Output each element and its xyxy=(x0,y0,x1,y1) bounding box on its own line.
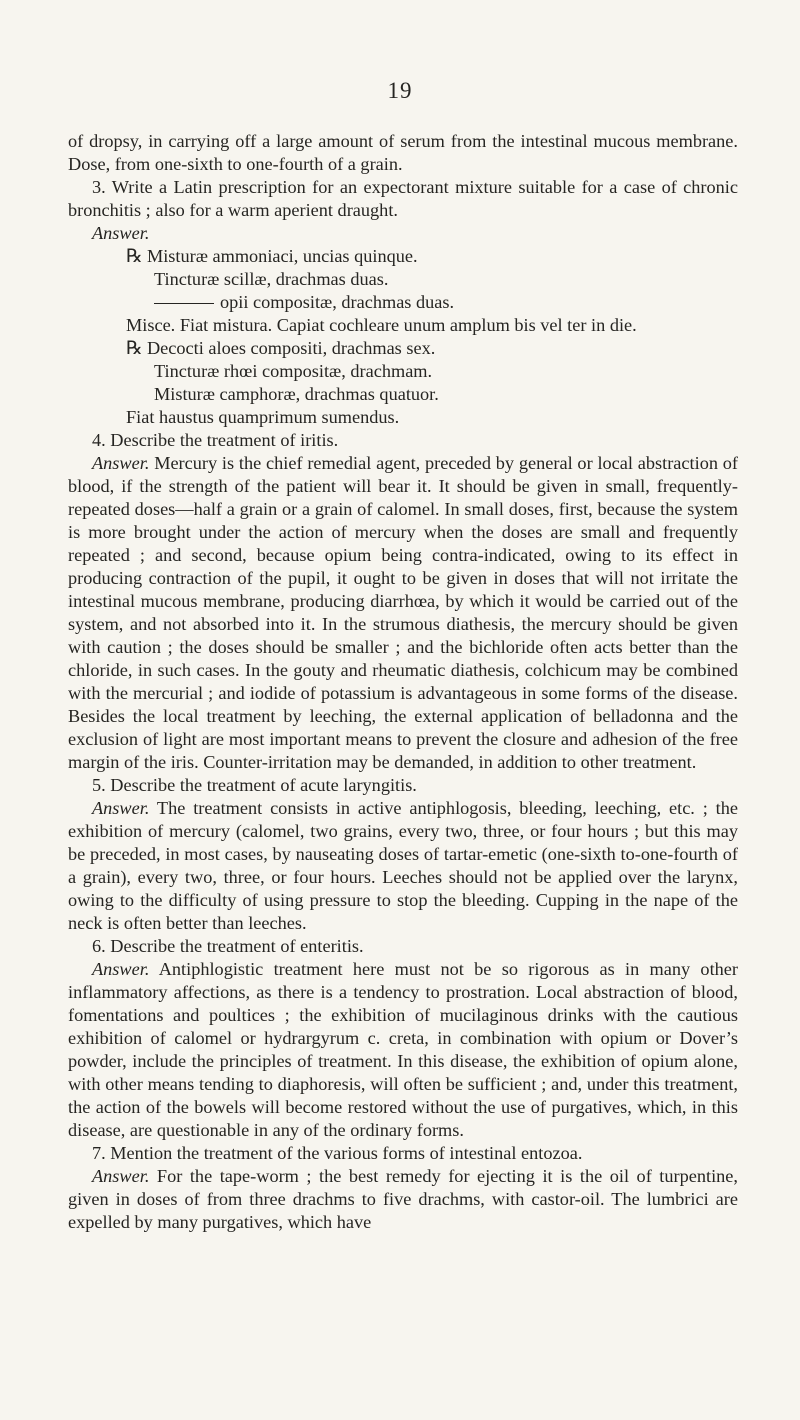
answer-7-label: Answer. xyxy=(92,1166,150,1186)
rx1-line4: Misce. Fiat mistura. Capiat cochleare unum amplum bis vel ter in die. xyxy=(126,315,637,335)
rx2-line1: ℞ Decocti aloes compositi, drachmas sex. xyxy=(126,338,436,358)
rx1-line2: Tincturæ scillæ, drachmas duas. xyxy=(154,269,389,289)
ditto-dash xyxy=(154,303,214,304)
answer-6-text: Antiphlogistic treatment here must not be so rigorous as in many other inflammatory affections, as there is a tendency to prostration. Local abstraction of blood, fomentations and poultices ; the exhibition of mucilaginous drinks with the cautious exhibition of calomel or hydrargyrum c. creta, in combination with opium or Dover’s powder, include the principles of treatment. In this disease, the exhibition of opium alone, with other means tending to diaphoresis, will often be sufficient ; and, under this treatment, the action of the bowels will become restored without the use of purgatives, which, in this disease, are questionable in any of the ordinary forms. xyxy=(68,959,738,1140)
answer-5-text: The treatment consists in active antiphlogosis, bleeding, leeching, etc. ; the exhibition of mercury (calomel, two grains, every two, three, or four hours ; but this may be preceded, in most cases, by nauseating doses of tartar-emetic (one-sixth to-one-fourth of a grain), every two, three, or four hours. Leeches should not be applied over the larynx, owing to the difficulty of using pressure to stop the bleeding. Cupping in the nape of the neck is often better than leeches. xyxy=(68,798,738,933)
rx2-line2: Tincturæ rhœi compositæ, drachmam. xyxy=(154,361,433,381)
page-number: 19 xyxy=(387,78,413,103)
intro-paragraph: of dropsy, in carrying off a large amount of serum from the intestinal mucous membrane. Dose, from one-sixth to one-fourth of a grain. xyxy=(68,131,738,174)
rx2-line3: Misturæ camphoræ, drachmas quatuor. xyxy=(154,384,439,404)
rx1-line1: ℞ Misturæ ammoniaci, uncias quinque. xyxy=(126,246,418,266)
answer-6 xyxy=(68,958,738,1142)
rx2-line4: Fiat haustus quamprimum sumendus. xyxy=(126,407,400,427)
answer-7 xyxy=(68,1165,738,1234)
answer-7-text: For the tape-worm ; the best remedy for ejecting it is the oil of turpentine, given in doses of from three drachms to five drachms, with castor-oil. The lumbrici are expelled by many purgatives, which have xyxy=(68,1166,738,1232)
question-3: 3. Write a Latin prescription for an expectorant mixture suitable for a case of chronic bronchitis ; also for a warm aperient draught. xyxy=(68,177,738,220)
rx1-line3-text: opii compositæ, drachmas duas. xyxy=(220,292,455,312)
answer-6-label: Answer. xyxy=(92,959,150,979)
answer-4-text: Mercury is the chief remedial agent, preceded by general or local abstraction of blood, if the strength of the patient will bear it. It should be given in small, frequently-repeated doses—half a grain or a grain of calomel. In small doses, first, because the system is more brought under the action of mercury when the doses are small and frequently repeated ; and second, because opium being contra-indicated, owing to its effect in producing contraction of the pupil, it ought to be given in doses that will not irritate the intestinal mucous membrane, producing diarrhœa, by which it would be carried out of the system, and not absorbed into it. In the strumous diathesis, the mercury should be given with caution ; the doses should be smaller ; and the bichloride often acts better than the chloride, in such cases. In the gouty and rheumatic diathesis, colchicum may be combined with the mercurial ; and iodide of potassium is advantageous in some forms of the disease. Besides the local treatment by leeching, the external application of belladonna and the exclusion of light are most important means to prevent the closure and adhesion of the free margin of the iris. Counter-irritation may be demanded, in addition to other treatment. xyxy=(68,453,738,772)
rx1-line3 xyxy=(68,291,738,314)
answer-3-label: Answer. xyxy=(92,223,150,243)
page-body xyxy=(68,130,738,1234)
question-4: 4. Describe the treatment of iritis. xyxy=(92,430,339,450)
question-6: 6. Describe the treatment of enteritis. xyxy=(92,936,364,956)
answer-4-label: Answer. xyxy=(92,453,150,473)
answer-5-label: Answer. xyxy=(92,798,150,818)
answer-4 xyxy=(68,452,738,774)
question-5: 5. Describe the treatment of acute laryngitis. xyxy=(92,775,417,795)
answer-5 xyxy=(68,797,738,935)
question-7: 7. Mention the treatment of the various forms of intestinal entozoa. xyxy=(92,1143,583,1163)
